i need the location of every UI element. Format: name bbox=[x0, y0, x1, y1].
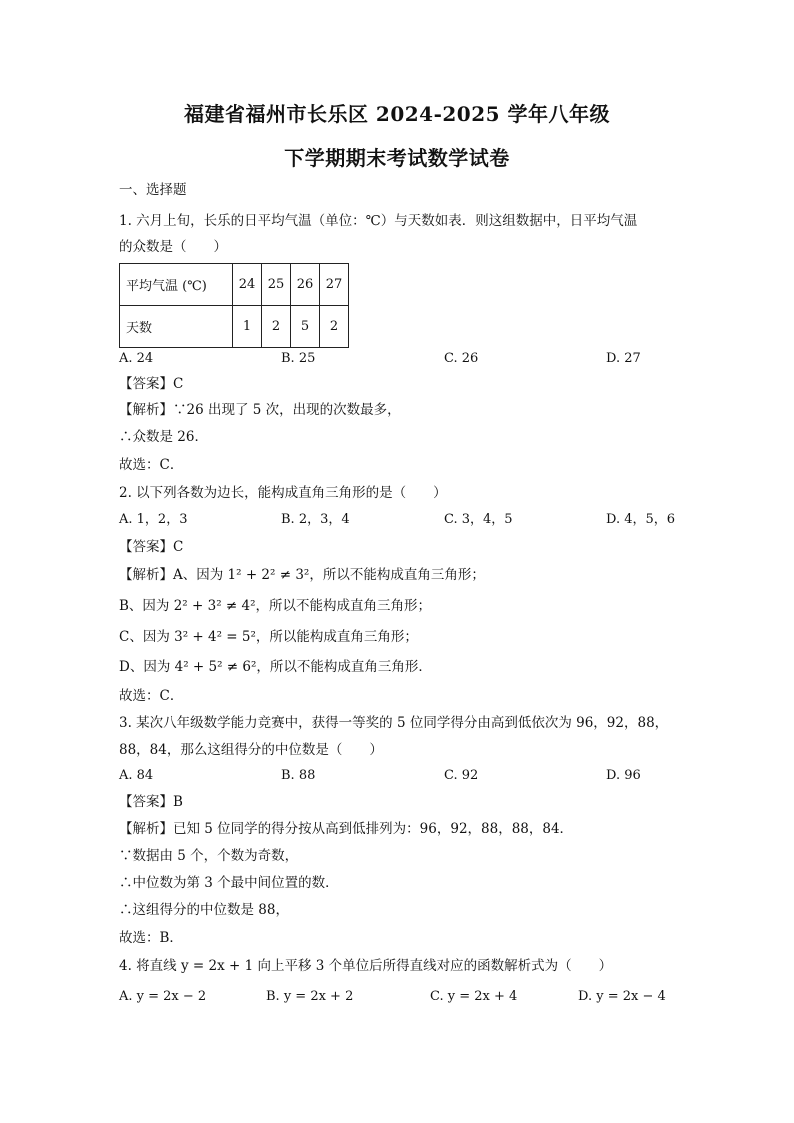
q2-option-d: D. 4，5，6 bbox=[606, 512, 676, 527]
table-cell: 5 bbox=[291, 306, 320, 348]
table-cell: 24 bbox=[233, 264, 262, 306]
q2-option-a: A. 1，2，3 bbox=[119, 512, 188, 527]
table-cell: 26 bbox=[291, 264, 320, 306]
document-title-line-2: 下学期期末考试数学试卷 bbox=[284, 146, 510, 170]
table-header-temperature: 平均气温 (℃) bbox=[120, 264, 233, 306]
q2-analysis-line: 故选：C． bbox=[119, 688, 184, 704]
temperature-table bbox=[119, 263, 349, 348]
q1-option-d: D. 27 bbox=[606, 351, 641, 366]
q2-option-b: B. 2，3，4 bbox=[281, 512, 350, 527]
q2-option-c: C. 3，4，5 bbox=[444, 512, 513, 527]
section-heading: 一、选择题 bbox=[119, 182, 187, 198]
q2-analysis-line: B、因为 2² + 3² ≠ 4²，所以不能构成直角三角形； bbox=[119, 598, 432, 614]
q1-analysis-line: 【解析】∵26 出现了 5 次，出现的次数最多， bbox=[119, 402, 401, 418]
q2-analysis-line: C、因为 3² + 4² = 5²，所以能构成直角三角形； bbox=[119, 629, 418, 645]
table-cell: 2 bbox=[262, 306, 291, 348]
q3-stem-line-2: 88，84，那么这组得分的中位数是（ ） bbox=[119, 742, 383, 758]
q2-stem: 2. 以下列各数为边长，能构成直角三角形的是（ ） bbox=[119, 485, 447, 501]
q1-option-c: C. 26 bbox=[444, 351, 479, 366]
q1-option-b: B. 25 bbox=[281, 351, 316, 366]
q4-option-c: C. y = 2x + 4 bbox=[430, 989, 518, 1004]
table-cell: 25 bbox=[262, 264, 291, 306]
q3-option-b: B. 88 bbox=[281, 768, 316, 783]
q3-analysis-line: ∴这组得分的中位数是 88， bbox=[119, 902, 289, 918]
q3-analysis-line: ∵数据由 5 个，个数为奇数， bbox=[119, 848, 299, 864]
q1-analysis-line: ∴众数是 26． bbox=[119, 429, 208, 445]
q3-analysis-line: 【解析】已知 5 位同学的得分按从高到低排列为：96，92，88，88，84． bbox=[119, 821, 574, 837]
q1-option-a: A. 24 bbox=[119, 351, 154, 366]
table-cell: 1 bbox=[233, 306, 262, 348]
q1-answer: 【答案】C bbox=[119, 376, 184, 392]
q3-stem-line-1: 3. 某次八年级数学能力竞赛中，获得一等奖的 5 位同学得分由高到低依次为 96，92，88， bbox=[119, 715, 669, 731]
q3-option-d: D. 96 bbox=[606, 768, 641, 783]
q4-option-d: D. y = 2x − 4 bbox=[578, 989, 666, 1004]
q4-option-a: A. y = 2x − 2 bbox=[119, 989, 207, 1004]
q3-answer: 【答案】B bbox=[119, 794, 183, 810]
q3-option-c: C. 92 bbox=[444, 768, 479, 783]
table-cell: 27 bbox=[320, 264, 349, 306]
q1-stem-line-1: 1. 六月上旬，长乐的日平均气温（单位：℃）与天数如表．则这组数据中，日平均气温 bbox=[119, 213, 638, 229]
q2-answer: 【答案】C bbox=[119, 539, 184, 555]
q3-analysis-line: 故选：B． bbox=[119, 930, 183, 946]
table-header-days: 天数 bbox=[120, 306, 233, 348]
table-row bbox=[120, 264, 349, 306]
q1-stem-line-2: 的众数是（ ） bbox=[119, 239, 227, 255]
q4-stem: 4. 将直线 y = 2x + 1 向上平移 3 个单位后所得直线对应的函数解析式为（ ） bbox=[119, 958, 613, 974]
document-title-line-1: 福建省福州市长乐区 2024-2025 学年八年级 bbox=[183, 102, 611, 126]
q3-option-a: A. 84 bbox=[119, 768, 154, 783]
q1-analysis-line: 故选：C． bbox=[119, 457, 184, 473]
q4-option-b: B. y = 2x + 2 bbox=[266, 989, 354, 1004]
q3-analysis-line: ∴中位数为第 3 个最中间位置的数． bbox=[119, 875, 339, 891]
q2-analysis-line: D、因为 4² + 5² ≠ 6²，所以不能构成直角三角形． bbox=[119, 659, 432, 675]
q2-analysis-line: 【解析】A、因为 1² + 2² ≠ 3²，所以不能构成直角三角形； bbox=[119, 567, 485, 583]
table-cell: 2 bbox=[320, 306, 349, 348]
table-row bbox=[120, 306, 349, 348]
